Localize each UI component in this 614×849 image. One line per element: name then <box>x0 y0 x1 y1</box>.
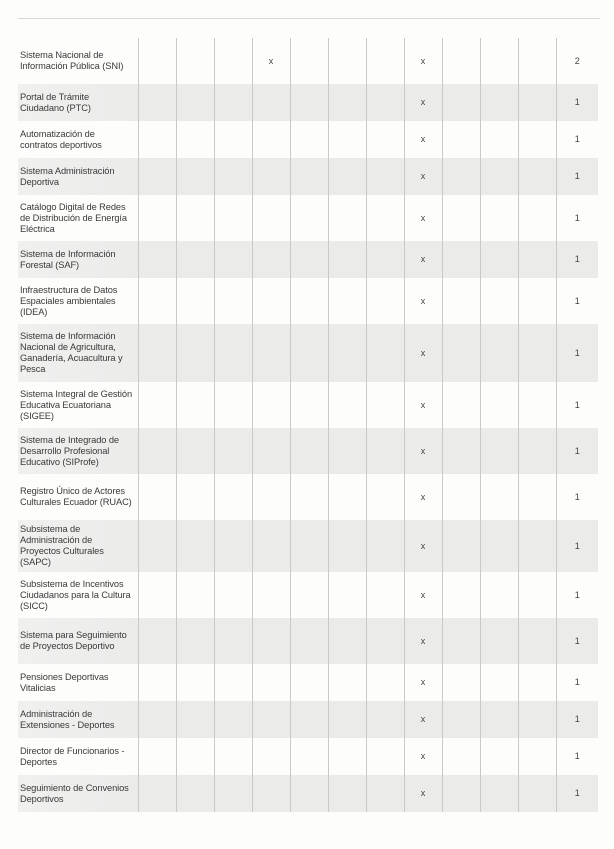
mark-cell <box>176 38 214 84</box>
mark-cell <box>252 618 290 664</box>
mark-cell <box>518 474 556 520</box>
mark-cell <box>366 278 404 324</box>
total-cell: 1 <box>556 121 598 158</box>
mark-cell <box>518 428 556 474</box>
total-cell: 2 <box>556 38 598 84</box>
total-cell: 1 <box>556 738 598 775</box>
mark-cell <box>214 572 252 618</box>
system-name-cell: Administración de Extensiones - Deportes <box>18 701 138 738</box>
mark-cell <box>138 701 176 738</box>
total-cell: 1 <box>556 241 598 278</box>
mark-cell <box>518 618 556 664</box>
table-row <box>18 324 598 382</box>
table-row <box>18 84 598 121</box>
mark-cell: x <box>404 241 442 278</box>
mark-cell <box>442 572 480 618</box>
system-name-cell: Sistema de Información Nacional de Agricultura, Ganadería, Acuacultura y Pesca <box>18 324 138 382</box>
mark-cell <box>138 664 176 701</box>
systems-table <box>18 38 598 812</box>
mark-cell <box>290 520 328 572</box>
mark-cell <box>252 520 290 572</box>
mark-cell <box>328 520 366 572</box>
mark-cell: x <box>404 775 442 812</box>
total-cell: 1 <box>556 664 598 701</box>
mark-cell <box>366 38 404 84</box>
system-name-cell: Infraestructura de Datos Espaciales ambientales (IDEA) <box>20 284 118 317</box>
mark-cell <box>176 520 214 572</box>
mark-cell <box>518 701 556 738</box>
top-rule <box>18 18 600 19</box>
mark-cell <box>366 572 404 618</box>
mark-cell <box>518 241 556 278</box>
mark-cell <box>480 664 518 701</box>
mark-cell: x <box>404 572 442 618</box>
mark-cell <box>214 382 252 428</box>
mark-cell <box>480 121 518 158</box>
mark-cell: x <box>404 428 442 474</box>
mark-cell <box>138 84 176 121</box>
mark-cell <box>480 775 518 812</box>
mark-cell <box>480 382 518 428</box>
system-name-cell: Sistema Integral de Gestión Educativa Ecuatoriana (SIGEE) <box>20 388 133 421</box>
total-cell: 1 <box>556 618 598 664</box>
mark-cell <box>290 278 328 324</box>
mark-cell <box>138 428 176 474</box>
mark-cell <box>176 701 214 738</box>
mark-cell <box>138 241 176 278</box>
mark-cell: x <box>404 121 442 158</box>
mark-cell <box>214 474 252 520</box>
mark-cell <box>214 738 252 775</box>
mark-cell <box>480 572 518 618</box>
mark-cell <box>214 428 252 474</box>
mark-cell <box>328 382 366 428</box>
mark-cell <box>214 241 252 278</box>
mark-cell <box>252 278 290 324</box>
mark-cell <box>518 84 556 121</box>
mark-cell <box>290 324 328 382</box>
mark-cell <box>290 241 328 278</box>
mark-cell <box>442 428 480 474</box>
mark-cell <box>442 121 480 158</box>
mark-cell <box>176 474 214 520</box>
system-name-cell: Sistema Administración Deportiva <box>18 158 138 195</box>
table-row <box>18 572 598 618</box>
system-name-cell: Portal de Trámite Ciudadano (PTC) <box>18 84 138 121</box>
mark-cell <box>214 618 252 664</box>
mark-cell <box>138 572 176 618</box>
system-name-cell: Registro Único de Actores Culturales Ecuador (RUAC) <box>20 486 132 507</box>
mark-cell <box>176 158 214 195</box>
mark-cell <box>290 738 328 775</box>
mark-cell <box>252 195 290 241</box>
system-name-cell: Sistema Nacional de Información Pública (SNI) <box>20 50 124 71</box>
mark-cell <box>328 324 366 382</box>
mark-cell <box>290 701 328 738</box>
table-row <box>18 738 598 775</box>
mark-cell <box>328 428 366 474</box>
mark-cell <box>442 382 480 428</box>
total-cell: 1 <box>556 84 598 121</box>
mark-cell <box>252 158 290 195</box>
mark-cell <box>176 775 214 812</box>
mark-cell <box>290 474 328 520</box>
mark-cell <box>442 618 480 664</box>
mark-cell <box>518 278 556 324</box>
mark-cell <box>366 474 404 520</box>
mark-cell <box>328 195 366 241</box>
mark-cell <box>442 474 480 520</box>
mark-cell <box>518 324 556 382</box>
mark-cell <box>366 520 404 572</box>
mark-cell <box>480 84 518 121</box>
mark-cell <box>480 324 518 382</box>
mark-cell <box>176 664 214 701</box>
mark-cell <box>176 84 214 121</box>
mark-cell <box>518 121 556 158</box>
mark-cell <box>442 158 480 195</box>
mark-cell <box>290 38 328 84</box>
mark-cell <box>214 520 252 572</box>
mark-cell <box>290 618 328 664</box>
mark-cell <box>480 701 518 738</box>
mark-cell: x <box>404 195 442 241</box>
mark-cell <box>480 520 518 572</box>
mark-cell <box>214 38 252 84</box>
mark-cell <box>214 278 252 324</box>
mark-cell <box>138 618 176 664</box>
mark-cell <box>328 121 366 158</box>
mark-cell <box>290 572 328 618</box>
mark-cell <box>442 664 480 701</box>
mark-cell <box>442 324 480 382</box>
table-row <box>18 428 598 474</box>
mark-cell <box>328 664 366 701</box>
table-row <box>18 241 598 278</box>
mark-cell <box>442 278 480 324</box>
mark-cell <box>176 428 214 474</box>
mark-cell <box>290 158 328 195</box>
mark-cell <box>366 738 404 775</box>
mark-cell <box>252 572 290 618</box>
mark-cell <box>176 382 214 428</box>
mark-cell <box>442 701 480 738</box>
table-row <box>18 664 598 701</box>
mark-cell <box>176 241 214 278</box>
mark-cell <box>518 775 556 812</box>
system-name-cell: Catálogo Digital de Redes de Distribución de Energía Eléctrica <box>20 201 127 234</box>
mark-cell <box>328 278 366 324</box>
mark-cell <box>176 324 214 382</box>
mark-cell <box>442 195 480 241</box>
mark-cell <box>366 158 404 195</box>
mark-cell <box>442 84 480 121</box>
mark-cell <box>442 241 480 278</box>
mark-cell: x <box>404 84 442 121</box>
mark-cell <box>290 382 328 428</box>
total-cell: 1 <box>556 158 598 195</box>
mark-cell <box>290 121 328 158</box>
table-row <box>18 278 598 324</box>
mark-cell <box>138 278 176 324</box>
mark-cell <box>290 84 328 121</box>
mark-cell <box>480 618 518 664</box>
mark-cell <box>138 738 176 775</box>
mark-cell <box>138 775 176 812</box>
mark-cell <box>214 84 252 121</box>
table-row <box>18 618 598 664</box>
system-name-cell: Sistema de Integrado de Desarrollo Profesional Educativo (SIProfe) <box>18 428 138 474</box>
mark-cell <box>328 775 366 812</box>
total-cell: 1 <box>556 278 598 324</box>
mark-cell <box>252 701 290 738</box>
mark-cell <box>328 474 366 520</box>
table-row <box>18 775 598 812</box>
total-cell: 1 <box>556 324 598 382</box>
system-name-cell: Sistema de Información Forestal (SAF) <box>18 241 138 278</box>
mark-cell <box>366 324 404 382</box>
system-name-cell: Pensiones Deportivas Vitalicias <box>20 671 109 693</box>
mark-cell <box>138 121 176 158</box>
mark-cell <box>214 158 252 195</box>
mark-cell <box>290 195 328 241</box>
system-name-cell: Subsistema de Administración de Proyectos Culturales (SAPC) <box>18 520 138 572</box>
table-body <box>18 38 598 812</box>
mark-cell <box>176 278 214 324</box>
mark-cell: x <box>404 158 442 195</box>
mark-cell: x <box>252 38 290 84</box>
mark-cell <box>366 382 404 428</box>
mark-cell <box>442 520 480 572</box>
mark-cell <box>442 775 480 812</box>
mark-cell <box>214 775 252 812</box>
mark-cell: x <box>404 701 442 738</box>
mark-cell <box>366 121 404 158</box>
total-cell: 1 <box>556 520 598 572</box>
mark-cell <box>518 158 556 195</box>
mark-cell <box>328 158 366 195</box>
mark-cell <box>328 572 366 618</box>
mark-cell <box>366 195 404 241</box>
mark-cell <box>328 241 366 278</box>
table-row <box>18 520 598 572</box>
mark-cell <box>480 428 518 474</box>
mark-cell <box>480 474 518 520</box>
table-row <box>18 38 598 84</box>
total-cell: 1 <box>556 775 598 812</box>
mark-cell <box>366 428 404 474</box>
mark-cell: x <box>404 324 442 382</box>
mark-cell <box>366 84 404 121</box>
mark-cell: x <box>404 38 442 84</box>
mark-cell <box>214 664 252 701</box>
total-cell: 1 <box>556 701 598 738</box>
mark-cell <box>290 664 328 701</box>
system-name-cell: Automatización de contratos deportivos <box>20 128 102 150</box>
system-name-cell: Director de Funcionarios - Deportes <box>20 745 125 767</box>
mark-cell <box>138 158 176 195</box>
mark-cell <box>442 738 480 775</box>
mark-cell <box>480 241 518 278</box>
mark-cell: x <box>404 520 442 572</box>
mark-cell <box>252 428 290 474</box>
mark-cell <box>214 324 252 382</box>
table-row <box>18 382 598 428</box>
mark-cell <box>480 738 518 775</box>
mark-cell <box>252 664 290 701</box>
mark-cell <box>252 121 290 158</box>
mark-cell: x <box>404 278 442 324</box>
mark-cell <box>252 84 290 121</box>
mark-cell: x <box>404 382 442 428</box>
mark-cell <box>366 241 404 278</box>
mark-cell <box>328 738 366 775</box>
total-cell: 1 <box>556 572 598 618</box>
mark-cell <box>138 382 176 428</box>
mark-cell <box>176 738 214 775</box>
mark-cell <box>442 38 480 84</box>
mark-cell <box>518 382 556 428</box>
mark-cell <box>328 38 366 84</box>
mark-cell <box>366 775 404 812</box>
total-cell: 1 <box>556 382 598 428</box>
mark-cell: x <box>404 474 442 520</box>
mark-cell <box>176 121 214 158</box>
mark-cell: x <box>404 738 442 775</box>
mark-cell <box>366 664 404 701</box>
mark-cell <box>252 241 290 278</box>
mark-cell <box>252 738 290 775</box>
mark-cell <box>290 428 328 474</box>
mark-cell <box>518 738 556 775</box>
mark-cell <box>214 701 252 738</box>
mark-cell <box>138 195 176 241</box>
mark-cell <box>518 195 556 241</box>
total-cell: 1 <box>556 195 598 241</box>
mark-cell <box>518 664 556 701</box>
mark-cell <box>290 775 328 812</box>
mark-cell <box>176 195 214 241</box>
mark-cell <box>138 520 176 572</box>
mark-cell <box>138 474 176 520</box>
mark-cell <box>480 195 518 241</box>
mark-cell <box>214 121 252 158</box>
mark-cell <box>138 38 176 84</box>
mark-cell <box>366 618 404 664</box>
mark-cell <box>518 38 556 84</box>
mark-cell <box>328 618 366 664</box>
table-row <box>18 158 598 195</box>
mark-cell <box>252 382 290 428</box>
mark-cell: x <box>404 618 442 664</box>
mark-cell <box>138 324 176 382</box>
mark-cell <box>176 618 214 664</box>
system-name-cell: Subsistema de Incentivos Ciudadanos para la Cultura (SICC) <box>20 578 131 611</box>
table-row <box>18 701 598 738</box>
mark-cell <box>252 474 290 520</box>
mark-cell <box>252 775 290 812</box>
system-name-cell: Sistema para Seguimiento de Proyectos Deportivo <box>18 618 138 664</box>
mark-cell <box>480 38 518 84</box>
mark-cell <box>328 84 366 121</box>
mark-cell <box>480 158 518 195</box>
mark-cell <box>518 572 556 618</box>
mark-cell <box>480 278 518 324</box>
table-row <box>18 474 598 520</box>
total-cell: 1 <box>556 474 598 520</box>
mark-cell <box>176 572 214 618</box>
table-row <box>18 195 598 241</box>
mark-cell <box>328 701 366 738</box>
mark-cell <box>518 520 556 572</box>
mark-cell: x <box>404 664 442 701</box>
mark-cell <box>214 195 252 241</box>
mark-cell <box>252 324 290 382</box>
system-name-cell: Seguimiento de Convenios Deportivos <box>18 775 138 812</box>
mark-cell <box>366 701 404 738</box>
total-cell: 1 <box>556 428 598 474</box>
table-row <box>18 121 598 158</box>
